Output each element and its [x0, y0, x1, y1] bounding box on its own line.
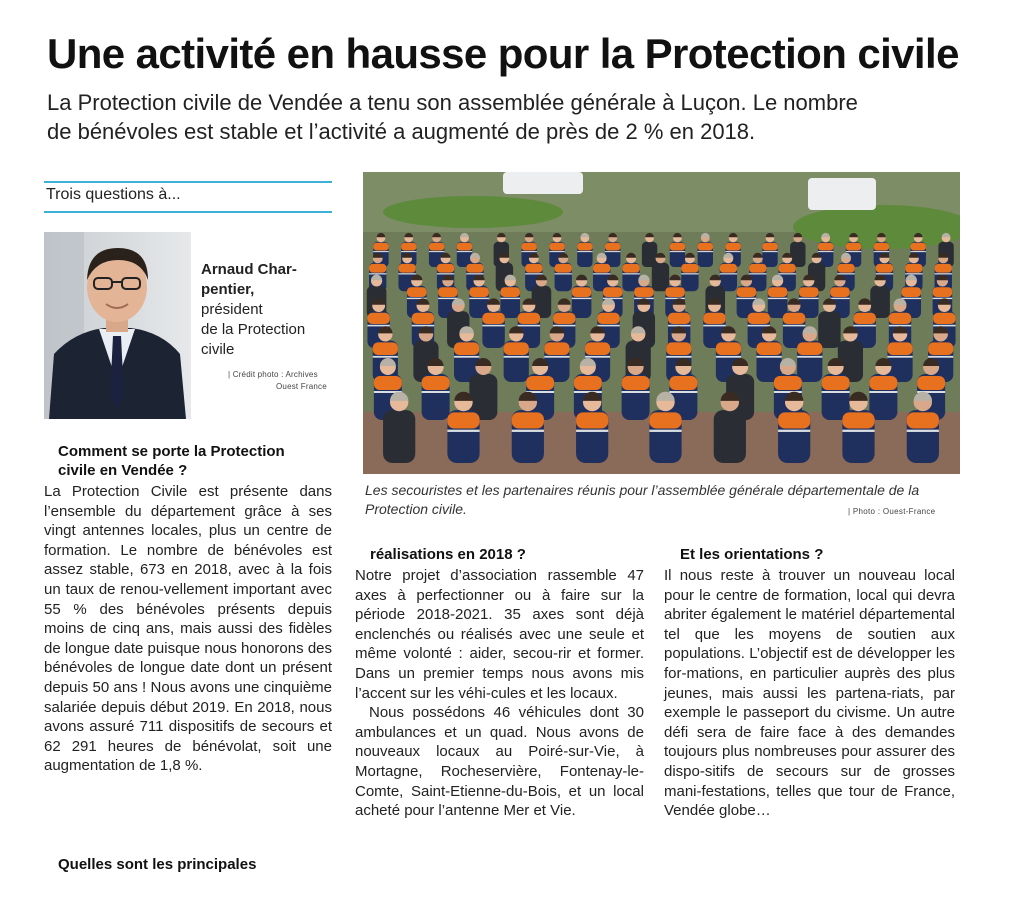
group-photo [363, 172, 960, 474]
article-lead [47, 88, 997, 146]
answer-3 [664, 566, 955, 821]
lead-line-2: de bénévoles est stable et l’activité a augmenté de près de 2 % en 2018. [47, 119, 756, 144]
question-1 [58, 442, 338, 480]
answer-2-paragraph-2: Nous possédons 46 véhicules dont 30 ambulances et un quad. Nous avons de nouveaux locaux au Poiré-sur-Vie, à Mortagne, Rocheservière, Fontenay-le-Comte, Saint-Etienne-du-Bois, et un local acheté pour l’antenne Mer et Vie. [355, 704, 644, 820]
question-2-line-2: réalisations en 2018 ? [370, 546, 526, 563]
question-2-line-1: Quelles sont les principales [58, 856, 257, 873]
question-1-line-2: civile en Vendée ? [58, 462, 188, 479]
interviewee-role [201, 300, 341, 360]
role-line-1: président [201, 301, 263, 318]
lead-line-1: La Protection civile de Vendée a tenu son assemblée générale à Luçon. Le nombre [47, 90, 858, 115]
photo-credit: | Photo : Ouest-France [848, 507, 936, 516]
question-3: Et les orientations ? [680, 546, 824, 563]
role-line-2: de la Protection [201, 321, 306, 338]
answer-2-paragraph-1: Notre projet d’association rassemble 47 axes à perfectionner ou à faire sur la période 2018-2021. 35 axes sont déjà enclenchés ou réalisés avec une seule et même volonté : aider, secou-rir et former. Dans un premier temps nous avons mis l’accent sur les véhi-cules et les locaux. [355, 567, 644, 702]
question-1-line-1: Comment se porte la Protection [58, 443, 285, 460]
role-line-3: civile [201, 341, 235, 358]
kicker-label: Trois questions à... [46, 186, 181, 203]
portrait-credit-2: Ouest France [276, 382, 327, 391]
kicker-rule-bottom [44, 211, 332, 213]
answer-2 [355, 566, 644, 821]
name-line-1: Arnaud Char- [201, 261, 297, 278]
kicker-rule-top [44, 181, 332, 183]
portrait-credit-1: | Crédit photo : Archives [228, 370, 318, 379]
interviewee-name [201, 260, 341, 300]
portrait-photo [44, 232, 191, 419]
name-line-2: pentier, [201, 281, 255, 298]
answer-3-text: Il nous reste à trouver un nouveau local pour le centre de formation, local qui devra abriter également le matériel départemental tel que les moyens de soutien aux populations. L’objectif est de développer les for-mations, en particulier auprès des plus jeunes, mais aussi les partena-riats, par exemple le passeport du civisme. Un autre défi sera de faire face à des demandes toujours plus nombreuses pour assurer des dispo-sitifs de secours sur de grosses mani-festations, telles que tour de France, Vendée globe… [664, 567, 955, 820]
group-photo-illustration [363, 172, 960, 474]
answer-1 [44, 482, 332, 776]
photo-caption: Les secouristes et les partenaires réunis pour l’assemblée générale départementale de la Protection civile. [365, 482, 920, 517]
answer-1-text: La Protection Civile est présente dans l’ensemble du département grâce à ses vingt antennes locales, plus un centre de formation. Le nombre de bénévoles est assez stable, 673 en 2018, avec à la fois un taux de renou-vellement important avec 55 % des bénévoles présents depuis moins de cinq ans, mais aussi des fidèles de longue date puisque nous honorons des bénévoles de longue date dont un présent depuis 50 ans ! Nous avons une cinquième salariée depuis début 2019. En 2018, nous avons assuré 711 dispositifs de secours et 62 291 heures de bénévolat, soit une augmentation de 1,8 %. [44, 483, 332, 775]
article-title: Une activité en hausse pour la Protection civile [47, 30, 959, 77]
